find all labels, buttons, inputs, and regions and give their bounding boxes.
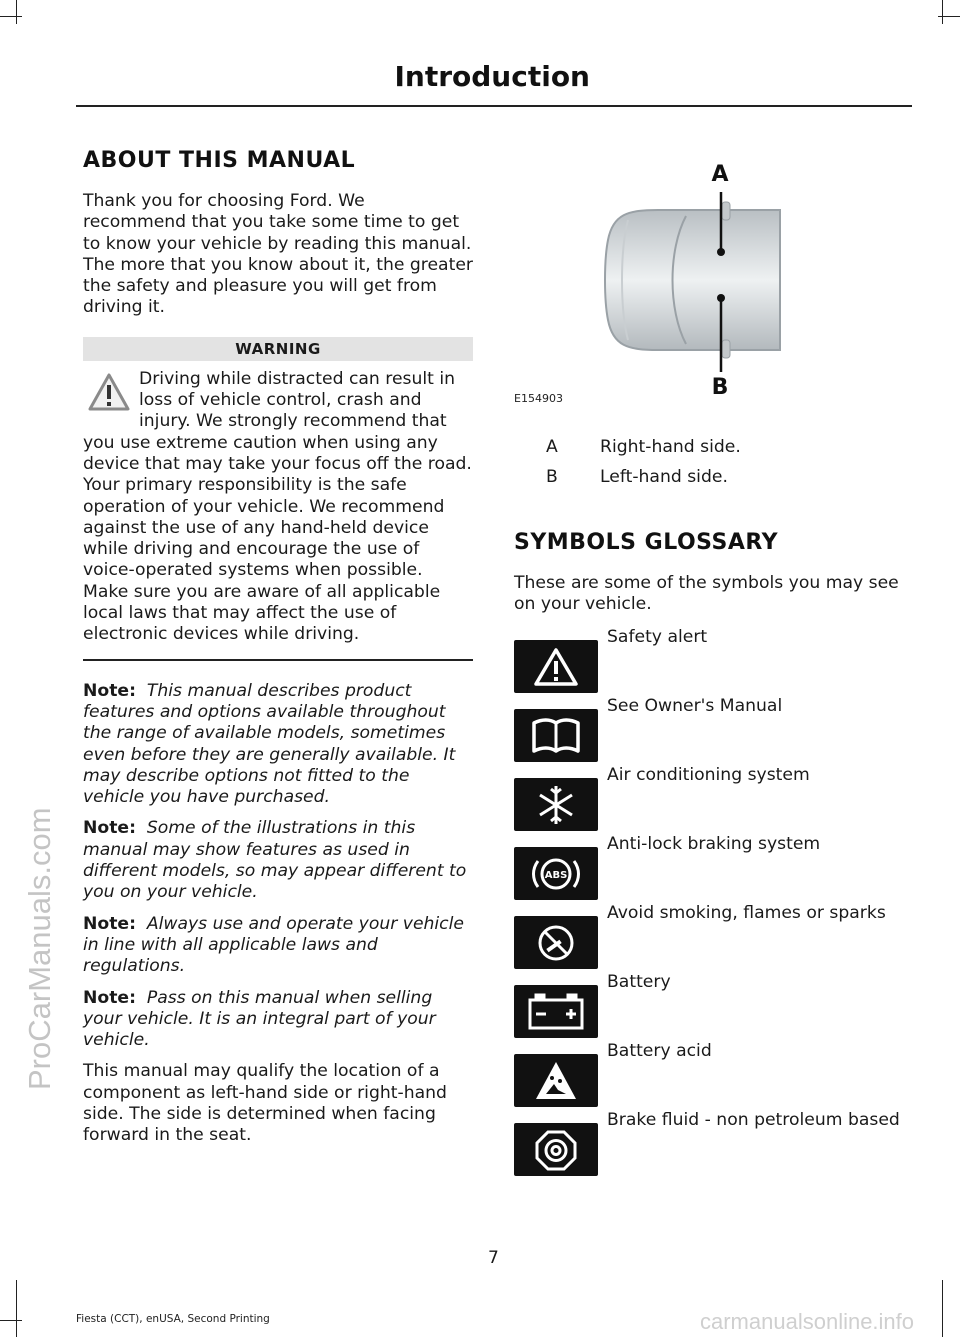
warning-triangle-icon [87, 371, 131, 415]
symbol-item [514, 1109, 912, 1182]
side-watermark: ProCarManuals.com [22, 807, 57, 1090]
no-smoking-icon [514, 916, 598, 969]
symbol-label: See Owner's Manual [607, 695, 783, 716]
crop-mark [16, 1280, 17, 1337]
legend-key: B [546, 467, 558, 487]
symbol-item [514, 626, 912, 699]
legend-value: Right-hand side. [600, 437, 741, 457]
symbol-item [514, 833, 912, 906]
brake-fluid-icon [514, 1123, 598, 1176]
note-item [83, 818, 473, 903]
figure-code: E154903 [514, 392, 563, 405]
note-label: Note: [83, 818, 136, 839]
symbol-label: Air conditioning system [607, 764, 810, 785]
legend-row [514, 462, 912, 492]
symbol-item [514, 1040, 912, 1113]
note-text: Always use and operate your vehicle in line with all applicable laws and regulations. [83, 913, 464, 977]
symbol-label: Avoid smoking, flames or sparks [607, 902, 886, 923]
note-item [83, 914, 473, 978]
battery-acid-icon [514, 1054, 598, 1107]
air-conditioning-icon [514, 778, 598, 831]
crop-mark [0, 1320, 22, 1321]
symbol-item [514, 971, 912, 1044]
section-heading-about: ABOUT THIS MANUAL [83, 148, 356, 173]
symbol-item [514, 764, 912, 837]
crop-mark [942, 1280, 943, 1337]
note-text: This manual describes product features and options available throughout the range of available models, sometimes even before they are generally available. It may describe options not fitted to the vehicle you have purchased. [83, 680, 456, 808]
crop-mark [938, 16, 960, 17]
battery-icon [514, 985, 598, 1038]
legend-key: A [546, 437, 558, 457]
symbol-label: Anti-lock braking system [607, 833, 821, 854]
glossary-intro: These are some of the symbols you may see on your vehicle. [514, 573, 899, 615]
warning-rule [83, 659, 473, 661]
header-rule [76, 105, 912, 107]
footer-watermark: carmanualsonline.info [700, 1309, 915, 1334]
page-title: Introduction [394, 60, 590, 93]
symbol-label: Safety alert [607, 626, 708, 647]
note-label: Note: [83, 987, 136, 1008]
vehicle-sides-figure [508, 150, 808, 420]
side-definition: This manual may qualify the location of a component as left-hand side or right-hand side. The side is determined when facing forward in the seat. [83, 1061, 447, 1146]
symbols-glossary-section [514, 530, 912, 1182]
symbol-label: Battery [607, 971, 671, 992]
symbol-label: Brake fluid - non petroleum based [607, 1109, 900, 1130]
symbol-item [514, 695, 912, 768]
left-column [83, 148, 473, 1147]
abs-icon-text: ABS [544, 869, 568, 881]
owners-manual-icon [514, 709, 598, 762]
crop-mark [942, 0, 943, 24]
figure-label-a: A [711, 162, 729, 187]
legend-row [514, 432, 912, 462]
vehicle-top-view-illustration [508, 150, 808, 420]
symbol-label: Battery acid [607, 1040, 712, 1061]
note-label: Note: [83, 913, 136, 934]
legend-value: Left-hand side. [600, 467, 728, 487]
note-text: Pass on this manual when selling your vehicle. It is an integral part of your vehicle. [83, 987, 436, 1051]
edition-info: Fiesta (CCT), enUSA, Second Printing [76, 1313, 270, 1325]
warning-header: WARNING [83, 337, 473, 361]
right-column [514, 148, 912, 1182]
note-item [83, 988, 473, 1052]
figure-label-b: B [711, 375, 729, 400]
notes-list [83, 681, 473, 1052]
crop-mark [16, 0, 17, 24]
warning-text: Driving while distracted can result in loss of vehicle control, crash and injury. We strongly recommend that you use extreme caution when using any device that may take your focus off the road. Your primary responsibility is the safe operation of your vehicle. We recommend against the use of any hand-held device while driving and encourage the use of voice-operated systems when possible. Make sure you are aware of all applicable local laws that may affect the use of electronic devices while driving. [83, 368, 472, 645]
about-intro: Thank you for choosing Ford. We recommend that you take some time to get to know your vehicle by reading this manual. The more that you know about it, the greater the safety and pleasure you will get from driving it. [83, 191, 473, 318]
section-heading-glossary: SYMBOLS GLOSSARY [514, 530, 779, 555]
page-number: 7 [488, 1248, 499, 1268]
note-text: Some of the illustrations in this manual may show features as used in different models, so may appear different to you on your vehicle. [83, 818, 467, 903]
safety-alert-icon [514, 640, 598, 693]
note-item [83, 681, 473, 809]
crop-mark [0, 16, 22, 17]
abs-icon [514, 847, 598, 900]
warning-box [83, 369, 473, 646]
symbol-item [514, 902, 912, 975]
note-label: Note: [83, 680, 136, 701]
symbol-list [514, 626, 912, 1182]
figure-legend [514, 432, 912, 492]
